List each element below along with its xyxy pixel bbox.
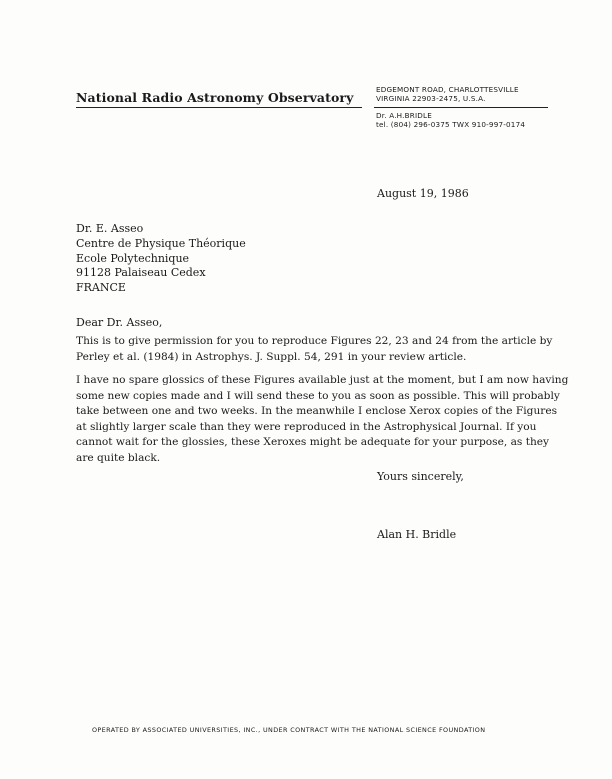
organization-name: National Radio Astronomy Observatory [76, 90, 354, 105]
recipient-address [76, 222, 246, 296]
paragraph-line: take between one and two weeks. In the meanwhile I enclose Xerox copies of the Figures [76, 405, 558, 417]
salutation: Dear Dr. Asseo, [76, 316, 163, 329]
address-line-2: VIRGINIA 22903-2475, U.S.A. [376, 94, 486, 103]
paragraph-line: This is to give permission for you to reproduce Figures 22, 23 and 24 from the article by [76, 335, 553, 347]
body-paragraph-1 [76, 334, 553, 365]
paragraph-line: cannot wait for the glossies, these Xeroxes might be adequate for your purpose, as they [76, 436, 550, 448]
recipient-line: FRANCE [76, 281, 126, 295]
letter-date: August 19, 1986 [377, 187, 469, 200]
closing: Yours sincerely, [377, 470, 464, 483]
paragraph-line: Perley et al. (1984) in Astrophys. J. Suppl. 54, 291 in your review article. [76, 350, 467, 363]
recipient-line: Centre de Physique Théorique [76, 236, 246, 250]
paragraph-line: at slightly larger scale than they were reproduced in the Astrophysical Journal. If you [76, 420, 537, 433]
paragraph-line: I have no spare glossics of these Figures available just at the moment, but I am now having [76, 374, 569, 386]
signature-name: Alan H. Bridle [377, 528, 457, 541]
paragraph-line: are quite black. [76, 451, 161, 464]
recipient-line: Dr. E. Asseo [76, 222, 144, 235]
footer-text: OPERATED BY ASSOCIATED UNIVERSITIES, INC., UNDER CONTRACT WITH THE NATIONAL SCIENCE FOUNDATION [92, 726, 486, 734]
letterhead-rule-left [76, 107, 362, 108]
contact-phone: tel. (804) 296-0375 TWX 910-997-0174 [376, 120, 526, 129]
recipient-line: 91128 Palaiseau Cedex [76, 266, 206, 280]
address-line-1: EDGEMONT ROAD, CHARLOTTESVILLE [376, 85, 519, 94]
letterhead-rule-right [374, 107, 548, 108]
contact-name: Dr. A.H.BRIDLE [376, 111, 432, 120]
paragraph-line: some new copies made and I will send these to you as soon as possible. This will probably [76, 389, 560, 402]
body-paragraph-2 [76, 373, 569, 466]
recipient-line: Ecole Polytechnique [76, 251, 190, 265]
